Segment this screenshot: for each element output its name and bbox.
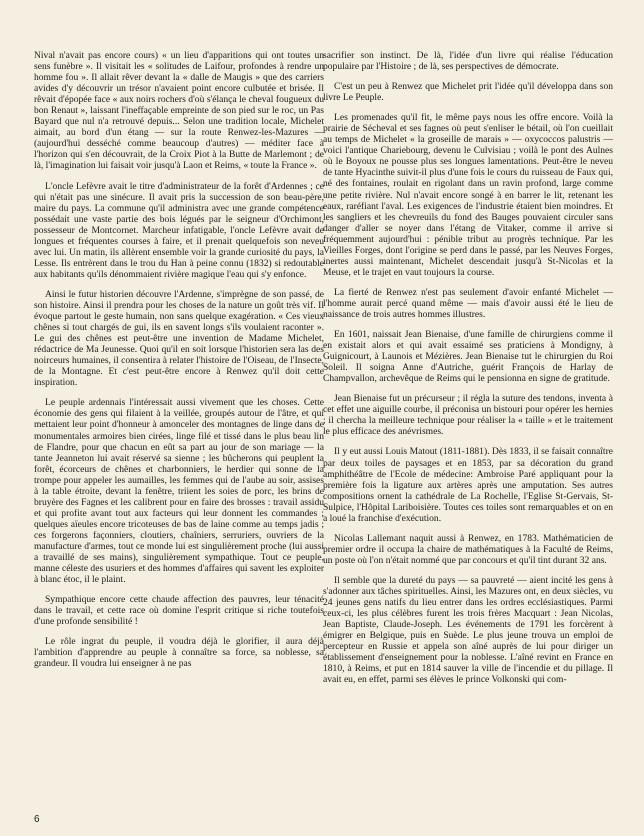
left-text-column bbox=[34, 50, 324, 678]
paragraph: Nival n'avait pas encore cours) « un lieu d'apparitions qui ont toutes un sens funèbre ». Il visitait les « solitudes de Laifour, profondes à rendre un homme fou ». Il allait rêver devant la « dalle de Maugis » que des carriers avides d'y découvrir un trésor n'avaient point encore culbutée et brisée. Il rêvait d'épopée face « aux noirs rochers d'où s'élança le cheval fougueux du bon Renaut », laissant l'ineffaçable empreinte de son pied sur le roc, un Pas Bayard que nul n'a retrouvé depuis... Selon une tradition locale, Michelet aimait, au bord d'un étang — sur la route Renwez-les-Mazures — (aujourd'hui desséché comme beaucoup d'autres) — méditer face à l'horizon qui s'en découvrait, de la Croix Piot à la Butte de Marlemont ; de là, l'imagination lui faisait voir jusqu'à Laon et Reims, « toute la France ». bbox=[34, 50, 324, 172]
paragraph: Le peuple ardennais l'intéressait aussi vivement que les choses. Cette économie des gens qui filaient à la veillée, groupés autour de l'âtre, et qui mettaient leur point d'honneur à amonceler des montagnes de linge dans de monumentales armoires bien cirées, linge filé et tissé dans le plus beau lin de Flandre, pour que chacun en eût sa part au jour de son mariage — la tante Jeanneton lui avait réservé sa sienne ; les bûcherons qui peuplent la forêt, écorceurs de chênes et charbonniers, le herdier qui sonne de la trompe pour appeler les aumailles, les femmes qui de l'aube au soir, assises à la table étroite, devant la fenêtre, triient les soies de porc, les brins de bruyère des Fagnes et les calibrent pour en faire des brosses : travail assidu et qui profite avant tout aux facteurs qui leur donnent les commandes ; quelques aïeules encore tricoteuses de bas de laine comme au temps jadis ; ces forgerons façonniers, cloutiers, chaîniers, serruriers, ouvriers de la manufacture d'armes, tout ce monde lui est singulièrement proche (lui aussi a travaillé de ses mains), singulièrement sympathique. Tout ce peuple, manne céleste des usuriers et des hommes d'affaires qui savent les exploiter à blanc étoc, il le plaint. bbox=[34, 397, 324, 586]
paragraph: Sympathique encore cette chaude affection des pauvres, leur ténacité dans le travail, et cette race où domine l'esprit critique si riche toutefois d'une profonde sensibilité ! bbox=[34, 594, 324, 628]
paragraph: En 1601, naissait Jean Bienaise, d'une famille de chirurgiens comme il en existait alors et qui avait essaimé ses praticiens à Mondigny, à Guignicourt, à Launois et Mézières. Jean Bienaise tut le chirurgien du Roi Soleil. Il soigna Anne d'Autriche, guérit François de Harlay de Champvallon, archevêque de Reims qui le pensionna en signe de gratitude. bbox=[323, 329, 613, 385]
paragraph: Il y eut aussi Louis Matout (1811-1881). Dès 1833, il se faisait connaître par deux toiles de paysages et en 1853, par sa décoration du grand amphithéâtre de l'Ecole de médecine: Ambroise Paré appliquant pour la première fois la ligature aux artères après une amputation. Ses autres compositions ornent la cathédrale de La Rochelle, l'Eglise St-Gervais, St-Sulpice, l'Hôpital Lariboisière. Toutes ces toiles sont remarquables et on en a loué la franchise d'exécution. bbox=[323, 446, 613, 524]
paragraph: Il semble que la dureté du pays — sa pauvreté — aient incité les gens à s'adonner aux tâches spirituelles. Ainsi, les Mazures ont, en deux siècles, vu 24 jeunes gens natifs du lieu entrer dans les ordres ecclésiastiques. Parmi ceux-ci, les plus célèbres furent les trois frères Macquart : Jean Nicolas, Jean Baptiste, Claude-Joseph. Les événements de 1791 les forcèrent à émigrer en Belgique, puis en Suède. Le plus jeune trouva un emploi de percepteur en Russie et appela son aîné auprès de lui pour diriger un établissement d'enseignement pour la noblesse. L'aîné revint en France en 1810, à Reims, et put en 1814 sauver la ville de l'incendie et du pillage. Il avait eu, en effet, parmi ses élèves le prince Volkonski qui com- bbox=[323, 574, 613, 686]
paragraph: Nicolas Lallemant naquit aussi à Renwez, en 1783. Mathématicien de premier ordre il occupa la chaire de mathématiques à la Faculté de Reims, un poste où l'on n'était nommé que par concours et qu'il tint durant 32 ans. bbox=[323, 532, 613, 566]
paragraph: C'est un peu à Renwez que Michelet prit l'idée qu'il développa dans son livre Le Peuple. bbox=[323, 81, 613, 104]
paragraph: L'oncle Lefèvre avait le titre d'administrateur de la forêt d'Ardennes ; ce qui n'était pas une sinécure. Il avait pris la succession de son beau-père, maire du pays. La commune qu'il administra avec une grande compétence possédait une vaste partie des bois légués par le seigneur d'Orchimont, possesseur de Montcornet. Marcheur infatigable, l'oncle Lefèvre avait de longues et fréquentes courses à faire, et il prenait quelquefois son neveu avec lui. Un matin, ils allèrent ensemble voir la grande curiosité du pays, la Lesse. Ils entrèrent dans le trou du Han à peine connu (1832) si redoutable aux habitants qu'ils dénommaient rivière magique l'eau qui s'y enfonce. bbox=[34, 180, 324, 280]
paragraph: Ainsi le futur historien découvre l'Ardenne, s'imprègne de son passé, de son histoire. Ainsi il prendra pour les choses de la nature un goût très vif. Il évoque partout le geste humain, non sans quelque exagération. « Ces vieux chênes si tout chargés de gui, ils en savent longs s'ils voulaient raconter ». Le gui des chênes est peut-être une invention de Madame Michelet, rédactrice de Ma Jeunesse. Quoi qu'il en soit lorsque l'historien sera las des noirceurs humaines, il consentira à relater l'histoire de l'Oiseau, de l'Insecte, de la Montagne. Et c'est peut-être encore à Renwez qu'il doit cette inspiration. bbox=[34, 288, 324, 389]
page-number: 6 bbox=[34, 814, 40, 825]
paragraph: sacrifier son instinct. De là, l'idée d'un livre qui réalise l'éducation populaire par l'Histoire ; de là, ses perspectives de démocrate. bbox=[323, 50, 613, 73]
paragraph: Les promenades qu'il fit, le même pays nous les offre encore. Voilà la prairie de Sécheval et ses fagnes où peut s'enliser le bétail, où l'on cueillait au temps de Michelet « la groseille de marais » — oxycoccos palustris — voici l'antique Chariebourg, devenu le Culvisiau ; voilà le pont des Aulnes où le Boyoux ne pousse plus ses longues lamentations. Peut-être le neveu de tante Hyacinthe suivit-il plus d'une fois le cours du ruisseau de Faux qui, né des fontaines, roulait en rigolant dans un ravin profond, large comme une petite rivière. Nul n'avait encore songé à en barrer le lit, retenant les eaux, raréfiant l'aval. Les exigences de l'industrie étaient bien moindres. Et les sangliers et les chevreuils du fond des Bauges pouvaient circuler sans danger d'aller se noyer dans l'étang de Vitaker, comme il arrive si fréquemment aujourd'hui : pénible tribut au progrès technique. Par les Vieilles Forges, dont l'origine se perd dans le passé, par les Neuves Forges, inertes aussi maintenant, Michelet descendait jusqu'à St-Nicolas et la Meuse, et le trajet en vaut toujours la course. bbox=[323, 112, 613, 278]
right-text-column bbox=[323, 50, 613, 694]
paragraph: La fierté de Renwez n'est pas seulement d'avoir enfanté Michelet — l'homme aurait percé quand même — mais d'avoir aussi été le lieu de naissance de trois autres hommes illustres. bbox=[323, 286, 613, 320]
paragraph: Le rôle ingrat du peuple, il voudra déjà le glorifier, il aura déjà l'ambition d'apprendre au peuple à connaître sa force, sa noblesse, sa grandeur. Il voudra lui enseigner à ne pas bbox=[34, 636, 324, 670]
paragraph: Jean Bienaise fut un précurseur ; il régla la suture des tendons, inventa à cet effet une aiguille courbe, il préconisa un bistouri pour opérer les hernies ; il chercha la meilleure technique pour réaliser la « taille » et le traitement le plus efficace des anévrismes. bbox=[323, 393, 613, 438]
